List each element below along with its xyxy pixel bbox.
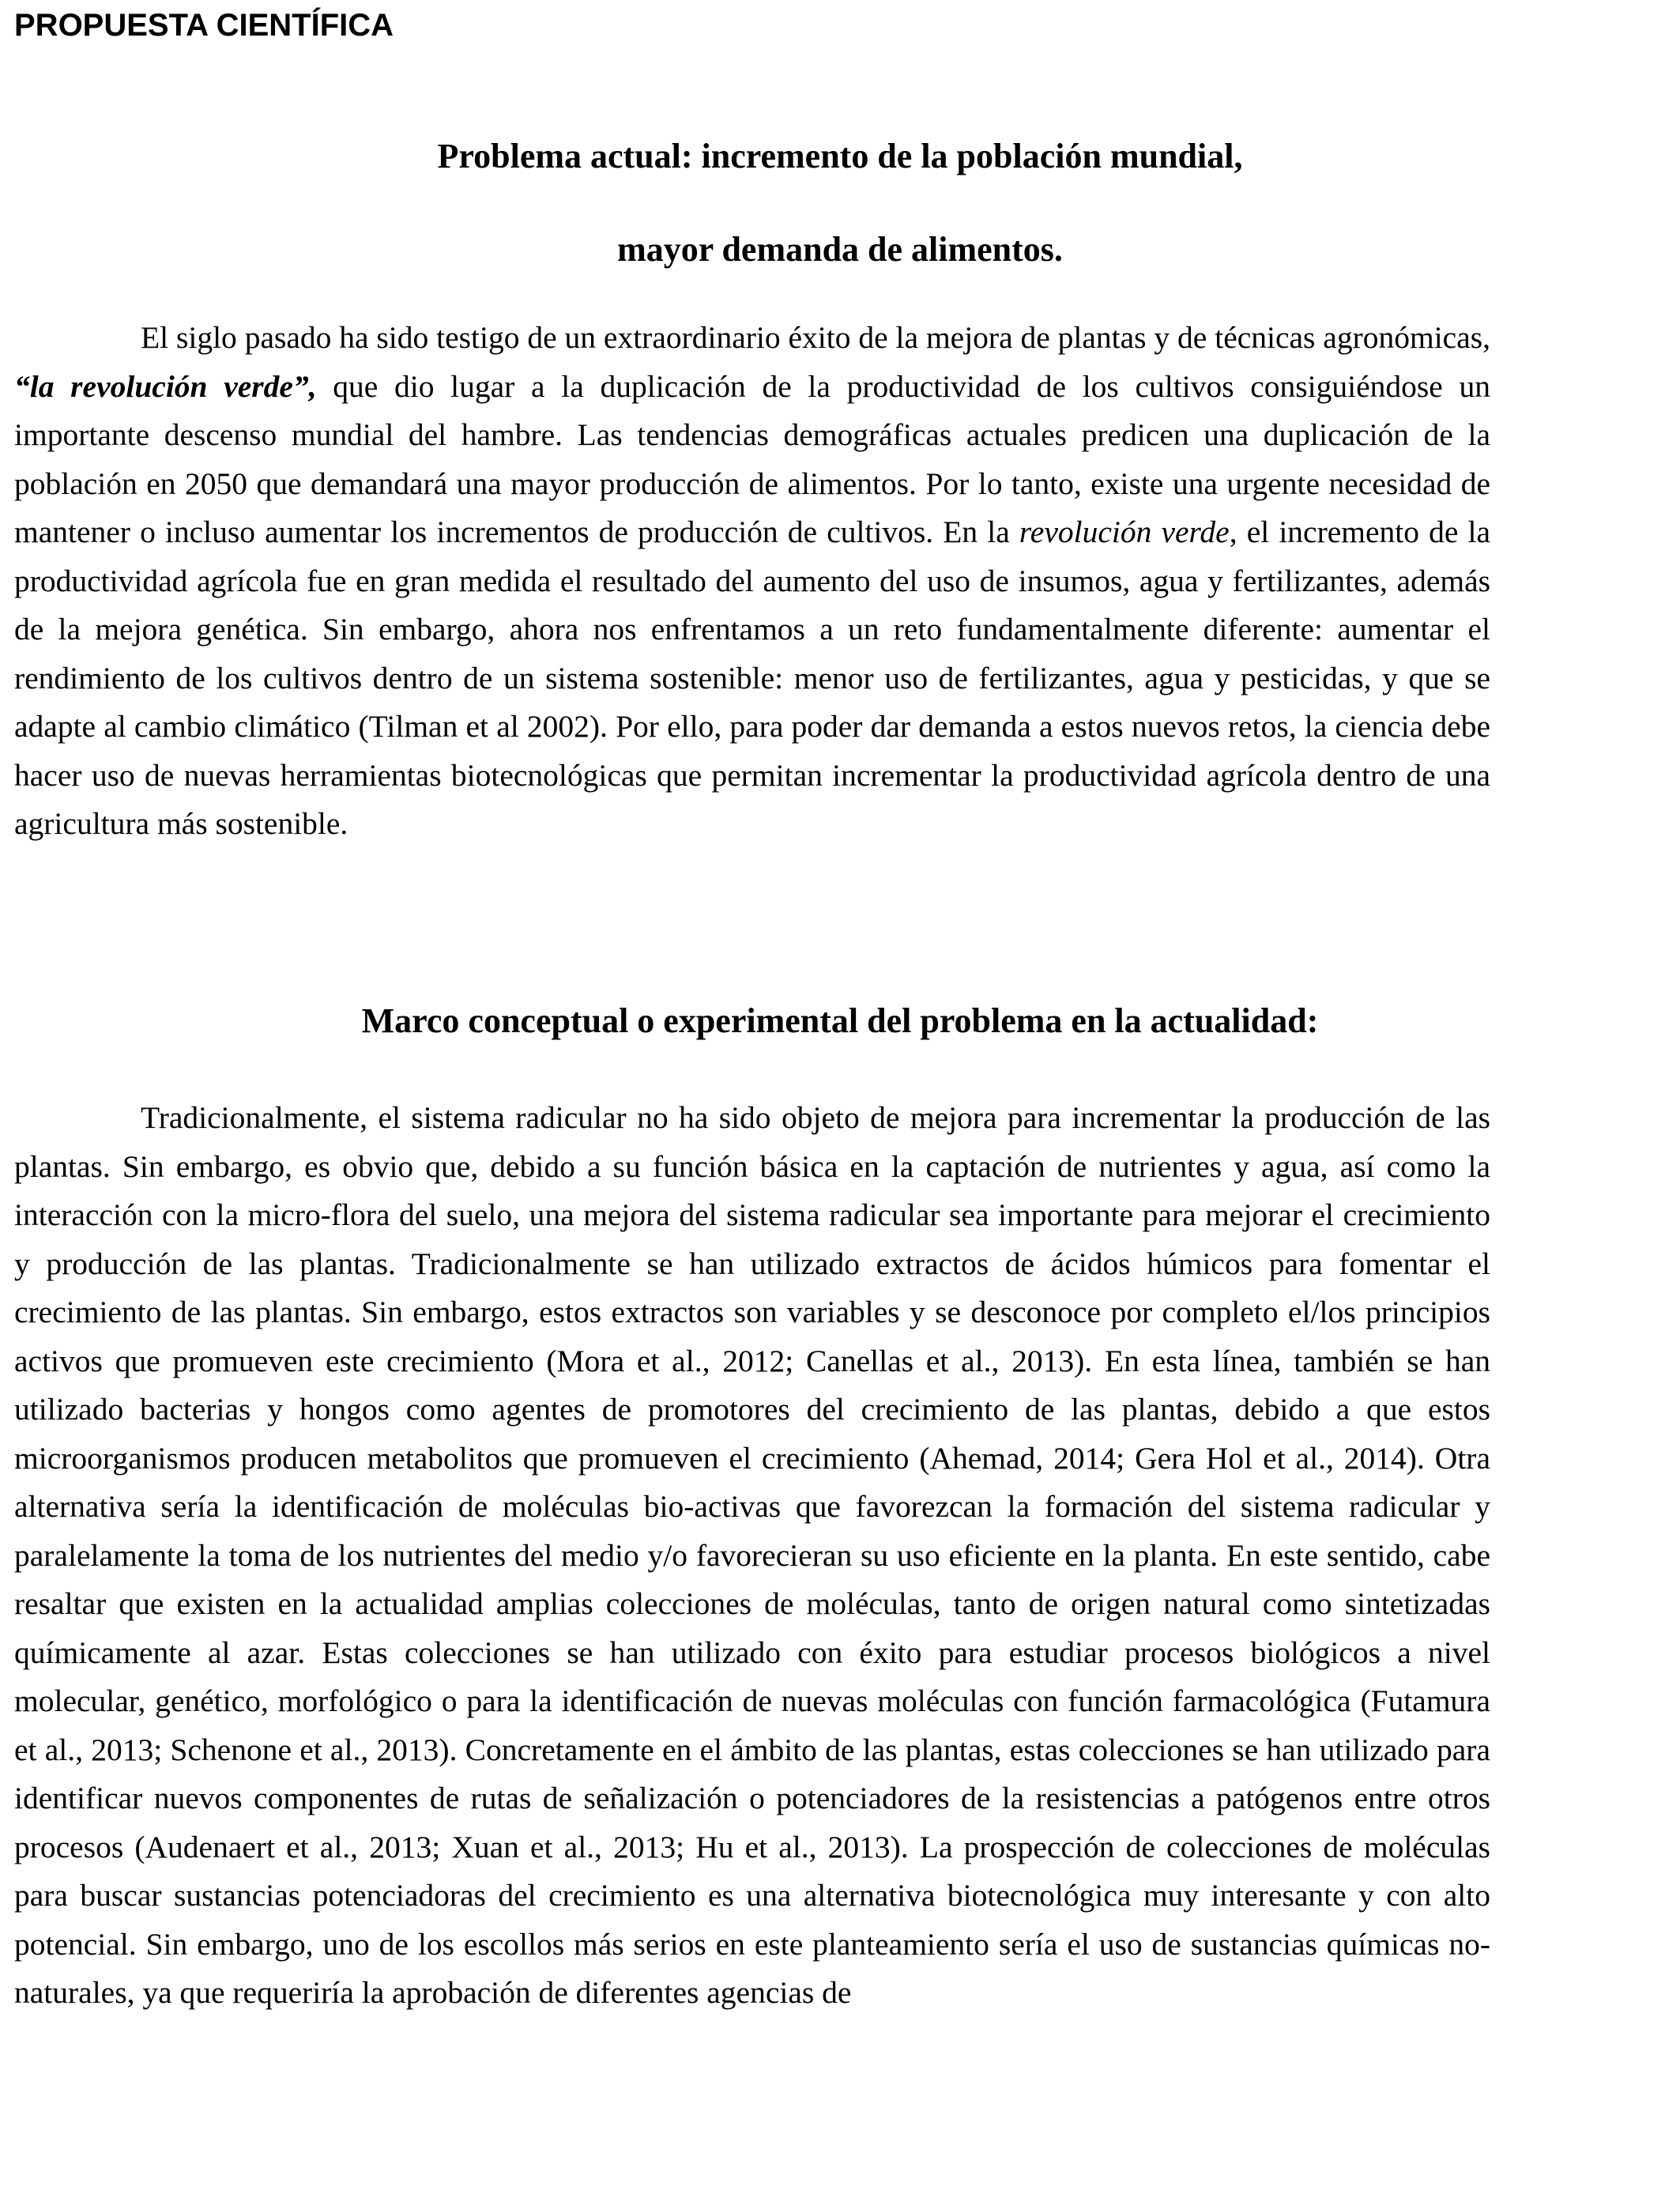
section-2-heading: Marco conceptual o experimental del problema en la actualidad: — [361, 1001, 1319, 1040]
document-label: PROPUESTA CIENTÍFICA — [14, 8, 394, 43]
paragraph-2: Tradicionalmente, el sistema radicular no ha sido objeto de mejora para incrementar la producción de las plantas. Sin embargo, es obvio que, debido a su función básica en la captación de nutrientes y agua, así como la interacción con la micro-flora del suelo, una mejora del sistema radicular sea importante para mejorar el crecimiento y producción de las plantas. Tradicionalmente se han utilizado extractos de ácidos húmicos para fomentar el crecimiento de las plantas. Sin embargo, estos extractos son variables y se desconoce por completo el/los principios activos que promueven este crecimiento (Mora et al., 2012; Canellas et al., 2013). En esta línea, también se han utilizado bacterias y hongos como agentes de promotores del crecimiento de las plantas, debido a que estos microorganismos producen metabolitos que promueven el crecimiento (Ahemad, 2014; Gera Hol et al., 2014). Otra alternativa sería la identificación de moléculas bio-activas que favorezcan la formación del sistema radicular y paralelamente la toma de los nutrientes del medio y/o favorecieran su uso eficiente en la planta. En este sentido, cabe resaltar que existen en la actualidad amplias colecciones de moléculas, tanto de origen natural como sintetizadas químicamente al azar. Estas colecciones se han utilizado con éxito para estudiar procesos biológicos a nivel molecular, genético, morfológico o para la identificación de nuevas moléculas con función farmacológica (Futamura et al., 2013; Schenone et al., 2013). Concretamente en el ámbito de las plantas, estas colecciones se han utilizado para identificar nuevos componentes de rutas de señalización o potenciadores de la resistencias a patógenos entre otros procesos (Audenaert et al., 2013; Xuan et al., 2013; Hu et al., 2013). La prospección de colecciones de moléculas para buscar sustancias potenciadoras del crecimiento es una alternativa biotecnológica muy interesante y con alto potencial. Sin embargo, uno de los escollos más serios en este planteamiento sería el uso de sustancias químicas no-naturales, ya que requeriría la aprobación de diferentes agencias de — [14, 1100, 1490, 2010]
paragraph-1-emphasis: “la revolución verde”, — [14, 368, 317, 404]
paragraph-1-text-b: que dio lugar a la duplicación de la productividad de los cultivos consiguiéndose un importante descenso mundial del hambre. Las tendencias demográficas actuales predicen una duplicación de la población en 2050 que demandará una mayor producción de alimentos. Por lo tanto, existe una urgente necesidad de mantener o incluso aumentar los incrementos de producción de cultivos. En la — [14, 368, 1490, 549]
title-line-2: mayor demanda de alimentos. — [617, 230, 1063, 269]
paragraph-1-italic: revolución verde — [1019, 515, 1230, 549]
paragraph-1-text-c: , el incremento de la productividad agrícola fue en gran medida el resultado del aumento del uso de insumos, agua y fertilizantes, además de la mejora genética. Sin embargo, ahora nos enfrentamos a un reto fundamentalmente diferente: aumentar el rendimiento de los cultivos dentro de un sistema sostenible: menor uso de fertilizantes, agua y pesticidas, y que se adapte al cambio climático (Tilman et al 2002). Por ello, para poder dar demanda a estos nuevos retos, la ciencia debe hacer uso de nuevas herramientas biotecnológicas que permitan incrementar la productividad agrícola dentro de una agricultura más sostenible. — [14, 515, 1491, 841]
paragraph-1-text-a: El siglo pasado ha sido testigo de un extraordinario éxito de la mejora de plantas y de técnicas agronómicas, — [141, 320, 1490, 355]
title-line-1: Problema actual: incremento de la población mundial, — [437, 137, 1243, 175]
paragraph-1 — [14, 314, 1490, 849]
